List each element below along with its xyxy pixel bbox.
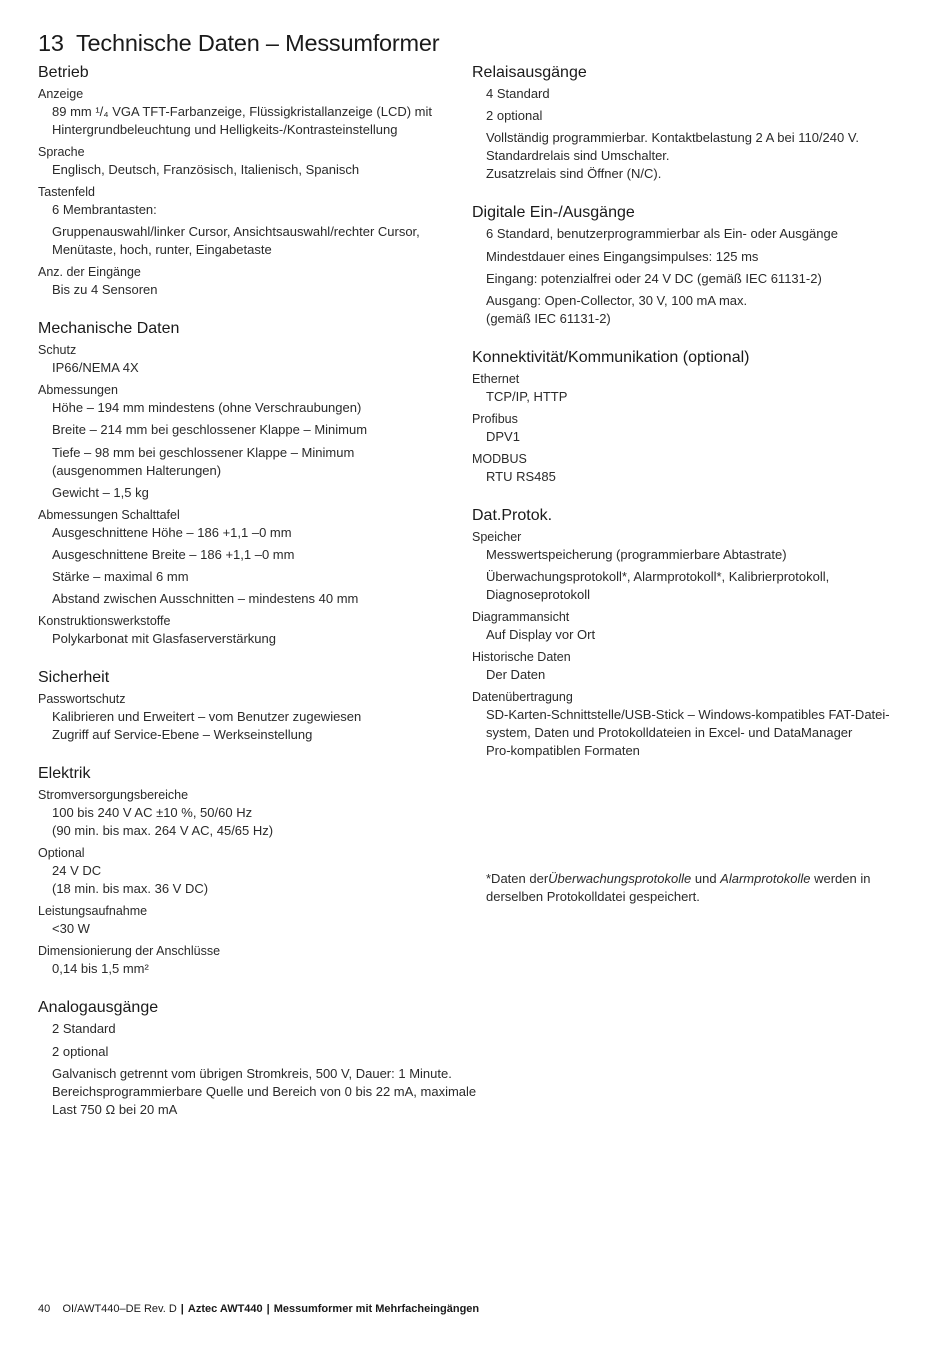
spec-label: Sprache xyxy=(38,145,85,159)
spec-label: Speicher xyxy=(472,529,522,544)
section-betrieb xyxy=(38,62,463,299)
spec-label: Anzeige xyxy=(38,87,84,101)
spec-label: Abmessungen xyxy=(38,383,118,398)
footnote-line-1 xyxy=(486,870,906,888)
spec-entry xyxy=(472,608,902,644)
spec-value-line: SD-Karten-Schnittstelle/USB-Stick – Windows-kompatibles FAT-Datei- xyxy=(486,707,890,723)
footnote-prefix: *Daten der xyxy=(486,871,549,886)
section-mechanische-daten xyxy=(38,318,463,648)
footer-separator: | xyxy=(180,1303,184,1315)
footnote-term-monitoring-log: Überwachungsprotokolle xyxy=(548,871,692,886)
spec-value xyxy=(472,428,902,446)
spec-value-line: (18 min. bis max. 36 V DC) xyxy=(52,881,209,897)
spec-value xyxy=(38,1065,477,1119)
spec-entry xyxy=(38,690,463,744)
spec-value xyxy=(472,626,902,644)
section-heading: Analogausgänge xyxy=(38,999,159,1017)
spec-value-line: 89 mm ¹/₄ VGA TFT-Farbanzeige, Flüssigkristallanzeige (LCD) mit xyxy=(52,104,433,119)
spec-value-line: system, Daten und Protokolldateien in Excel- und DataManager xyxy=(486,725,853,741)
spec-entry xyxy=(38,183,463,259)
spec-label: Optional xyxy=(38,846,85,861)
spec-value-line: Mindestdauer eines Eingangsimpulses: 125 ms xyxy=(486,248,759,264)
spec-entry xyxy=(38,612,463,648)
spec-value xyxy=(38,524,463,542)
spec-value-line: Ausgeschnittene Breite – 186 +1,1 –0 mm xyxy=(52,546,295,562)
spec-entry xyxy=(38,1020,477,1118)
spec-value-line: Standardrelais sind Umschalter. xyxy=(486,148,670,164)
spec-label: Datenübertragung xyxy=(472,690,573,705)
section-heading: Betrieb xyxy=(38,64,89,81)
spec-value xyxy=(472,546,902,564)
section-heading: Digitale Ein-/Ausgänge xyxy=(472,204,635,222)
spec-entry xyxy=(38,85,463,139)
spec-value-line: 4 Standard xyxy=(486,86,550,101)
spec-value xyxy=(38,103,463,139)
spec-value-line: DPV1 xyxy=(486,428,520,444)
spec-value xyxy=(38,359,463,377)
spec-value xyxy=(472,248,902,266)
spec-value xyxy=(472,666,902,684)
spec-value xyxy=(38,201,463,219)
spec-entry xyxy=(38,263,463,299)
spec-value-line: RTU RS485 xyxy=(486,468,556,484)
spec-value-line: IP66/NEMA 4X xyxy=(52,360,139,376)
spec-value xyxy=(38,421,463,439)
spec-label: Anz. der Eingänge xyxy=(38,265,141,280)
spec-value xyxy=(38,281,463,299)
spec-value xyxy=(38,568,463,586)
spec-value-line: Polykarbonat mit Glasfaserverstärkung xyxy=(52,631,276,647)
spec-entry xyxy=(38,381,463,502)
spec-value-line: 2 Standard xyxy=(52,1021,116,1037)
spec-value-line: Pro-kompatiblen Formaten xyxy=(486,743,640,759)
spec-entry xyxy=(472,370,902,406)
spec-value-line: Abstand zwischen Ausschnitten – mindestens 40 mm xyxy=(52,591,359,607)
footnote-suffix: werden in xyxy=(810,871,871,886)
spec-value xyxy=(38,804,463,840)
spec-value xyxy=(472,85,902,103)
spec-entry xyxy=(38,844,463,898)
page-title xyxy=(38,30,439,57)
spec-value-line: 2 optional xyxy=(486,108,543,124)
section-heading: Dat.Protok. xyxy=(472,506,553,524)
spec-value-line: Englisch, Deutsch, Französisch, Italienisch, Spanisch xyxy=(52,162,360,177)
section-elektrik xyxy=(38,763,463,978)
spec-label: Tastenfeld xyxy=(38,185,95,199)
spec-label: Dimensionierung der Anschlüsse xyxy=(38,944,221,959)
spec-value-line: Auf Display vor Ort xyxy=(486,627,596,643)
spec-value-line: Gruppenauswahl/linker Cursor, Ansichtsauswahl/rechter Cursor, xyxy=(52,224,420,240)
spec-value xyxy=(38,223,463,259)
spec-value-line: Breite – 214 mm bei geschlossener Klappe – Minimum xyxy=(52,422,368,438)
spec-value-line: 6 Standard, benutzerprogrammierbar als Ein- oder Ausgänge xyxy=(486,226,838,242)
spec-value-line: 6 Membrantasten: xyxy=(52,202,157,217)
spec-value xyxy=(472,129,902,183)
spec-label: Historische Daten xyxy=(472,650,571,665)
spec-value-line: 100 bis 240 V AC ±10 %, 50/60 Hz xyxy=(52,805,253,821)
spec-entry xyxy=(472,688,902,760)
spec-value-line: Kalibrieren und Erweitert – vom Benutzer zugewiesen xyxy=(52,709,362,725)
left-column xyxy=(38,62,477,1138)
spec-value-line: Ausgeschnittene Höhe – 186 +1,1 –0 mm xyxy=(52,524,292,540)
spec-value-line: 0,14 bis 1,5 mm² xyxy=(52,961,149,977)
right-column xyxy=(472,62,902,779)
spec-label: Profibus xyxy=(472,411,518,426)
spec-value xyxy=(38,444,463,480)
spec-value xyxy=(38,484,463,502)
spec-value-line: Ausgang: Open-Collector, 30 V, 100 mA max. xyxy=(486,292,748,308)
spec-value-line: <30 W xyxy=(52,921,90,937)
spec-value xyxy=(472,468,902,486)
spec-value-line: TCP/IP, HTTP xyxy=(486,388,568,404)
spec-value-line: (gemäß IEC 61131-2) xyxy=(486,310,611,326)
section-konnektivitaet-kommunikation-optional xyxy=(472,347,902,486)
spec-value xyxy=(472,292,902,328)
spec-value-line: 2 optional xyxy=(52,1043,109,1059)
spec-value-line: Tiefe – 98 mm bei geschlossener Klappe – Minimum xyxy=(52,444,355,460)
footnote-term-alarm-log: Alarmprotokolle xyxy=(720,871,811,886)
spec-value xyxy=(38,546,463,564)
spec-value xyxy=(38,590,463,608)
spec-label: Abmessungen Schalttafel xyxy=(38,507,180,522)
spec-value xyxy=(38,862,463,898)
spec-entry xyxy=(472,450,902,486)
chapter-number: 13 xyxy=(38,30,64,56)
spec-value xyxy=(38,920,463,938)
spec-entry xyxy=(472,528,902,604)
product-name: Aztec AWT440 xyxy=(187,1303,263,1315)
product-description: Messumformer mit Mehrfacheingängen xyxy=(273,1303,480,1315)
spec-value-line: Galvanisch getrennt vom übrigen Stromkreis, 500 V, Dauer: 1 Minute. xyxy=(52,1065,452,1081)
section-relaisausgaenge xyxy=(472,62,902,183)
spec-label: Stromversorgungsbereiche xyxy=(38,788,189,803)
section-heading: Sicherheit xyxy=(38,669,110,687)
spec-value-line: Hintergrundbeleuchtung und Helligkeits-/Kontrasteinstellung xyxy=(52,122,398,137)
section-sicherheit xyxy=(38,667,463,744)
spec-value xyxy=(472,107,902,125)
spec-value xyxy=(38,1020,463,1038)
section-analogausgaenge xyxy=(38,997,477,1118)
spec-entry xyxy=(38,902,463,938)
spec-value xyxy=(472,388,902,406)
spec-value xyxy=(38,630,463,648)
footnote-mid: und xyxy=(691,871,721,886)
spec-value-line: Messwertspeicherung (programmierbare Abtastrate) xyxy=(486,546,787,562)
spec-label: Konstruktionswerkstoffe xyxy=(38,614,171,629)
spec-entry xyxy=(38,786,463,840)
spec-value xyxy=(472,568,902,604)
spec-value-line: Vollständig programmierbar. Kontaktbelastung 2 A bei 110/240 V. xyxy=(486,130,859,146)
spec-entry xyxy=(38,942,463,978)
footnote-line-2: derselben Protokolldatei gespeichert. xyxy=(486,889,700,904)
spec-value-line: 24 V DC xyxy=(52,863,102,879)
section-digitale-ein-ausgaenge xyxy=(472,202,902,328)
spec-entry xyxy=(38,143,463,179)
spec-value xyxy=(38,399,463,417)
spec-value-line: Überwachungsprotokoll*, Alarmprotokoll*, Kalibrierprotokoll, xyxy=(486,569,830,585)
spec-entry xyxy=(472,225,902,328)
spec-value-line: Diagnoseprotokoll xyxy=(486,587,591,603)
spec-value-line: Gewicht – 1,5 kg xyxy=(52,484,149,500)
page-footer xyxy=(38,1302,479,1316)
section-dat-protok xyxy=(472,505,902,760)
spec-value xyxy=(38,161,463,179)
spec-value-line: Eingang: potenzialfrei oder 24 V DC (gemäß IEC 61131-2) xyxy=(486,270,822,286)
spec-value xyxy=(38,708,463,744)
spec-value-line: Bereichsprogrammierbare Quelle und Bereich von 0 bis 22 mA, maximale xyxy=(52,1083,477,1099)
chapter-title: Technische Daten – Messumformer xyxy=(75,30,440,56)
section-heading: Mechanische Daten xyxy=(38,320,180,338)
footer-separator: | xyxy=(266,1303,270,1315)
spec-label: Schutz xyxy=(38,343,77,358)
spec-value-line: Last 750 Ω bei 20 mA xyxy=(52,1101,178,1117)
spec-value-line: (90 min. bis max. 264 V AC, 45/65 Hz) xyxy=(52,823,274,839)
spec-value-line: Bis zu 4 Sensoren xyxy=(52,282,158,298)
spec-value-line: Stärke – maximal 6 mm xyxy=(52,569,189,585)
spec-entry xyxy=(472,410,902,446)
spec-value xyxy=(472,225,902,243)
spec-label: MODBUS xyxy=(472,451,527,466)
spec-entry xyxy=(472,85,902,183)
spec-value-line: Menütaste, hoch, runter, Eingabetaste xyxy=(52,242,272,258)
spec-value-line: Zusatzrelais sind Öffner (N/C). xyxy=(486,166,662,182)
spec-label: Ethernet xyxy=(472,371,520,386)
spec-value-line: Der Daten xyxy=(486,667,546,683)
spec-label: Diagrammansicht xyxy=(472,610,570,625)
page-number: 40 xyxy=(38,1303,51,1315)
section-heading: Relaisausgänge xyxy=(472,64,587,81)
spec-value xyxy=(38,1043,463,1061)
spec-value xyxy=(38,960,463,978)
spec-entry xyxy=(38,506,463,609)
spec-value-line: Höhe – 194 mm mindestens (ohne Verschraubungen) xyxy=(52,400,362,416)
spec-entry xyxy=(38,341,463,377)
spec-value-line: (ausgenommen Halterungen) xyxy=(52,462,222,478)
spec-entry xyxy=(472,648,902,684)
spec-value xyxy=(472,706,902,760)
spec-label: Leistungsaufnahme xyxy=(38,904,148,919)
footnote xyxy=(486,870,906,906)
spec-value xyxy=(472,270,902,288)
document-code: OI/AWT440–DE Rev. D xyxy=(62,1303,177,1315)
spec-value-line: Zugriff auf Service-Ebene – Werkseinstellung xyxy=(52,727,313,743)
spec-label: Passwortschutz xyxy=(38,692,126,707)
section-heading: Konnektivität/Kommunikation (optional) xyxy=(472,348,750,366)
section-heading: Elektrik xyxy=(38,765,91,783)
